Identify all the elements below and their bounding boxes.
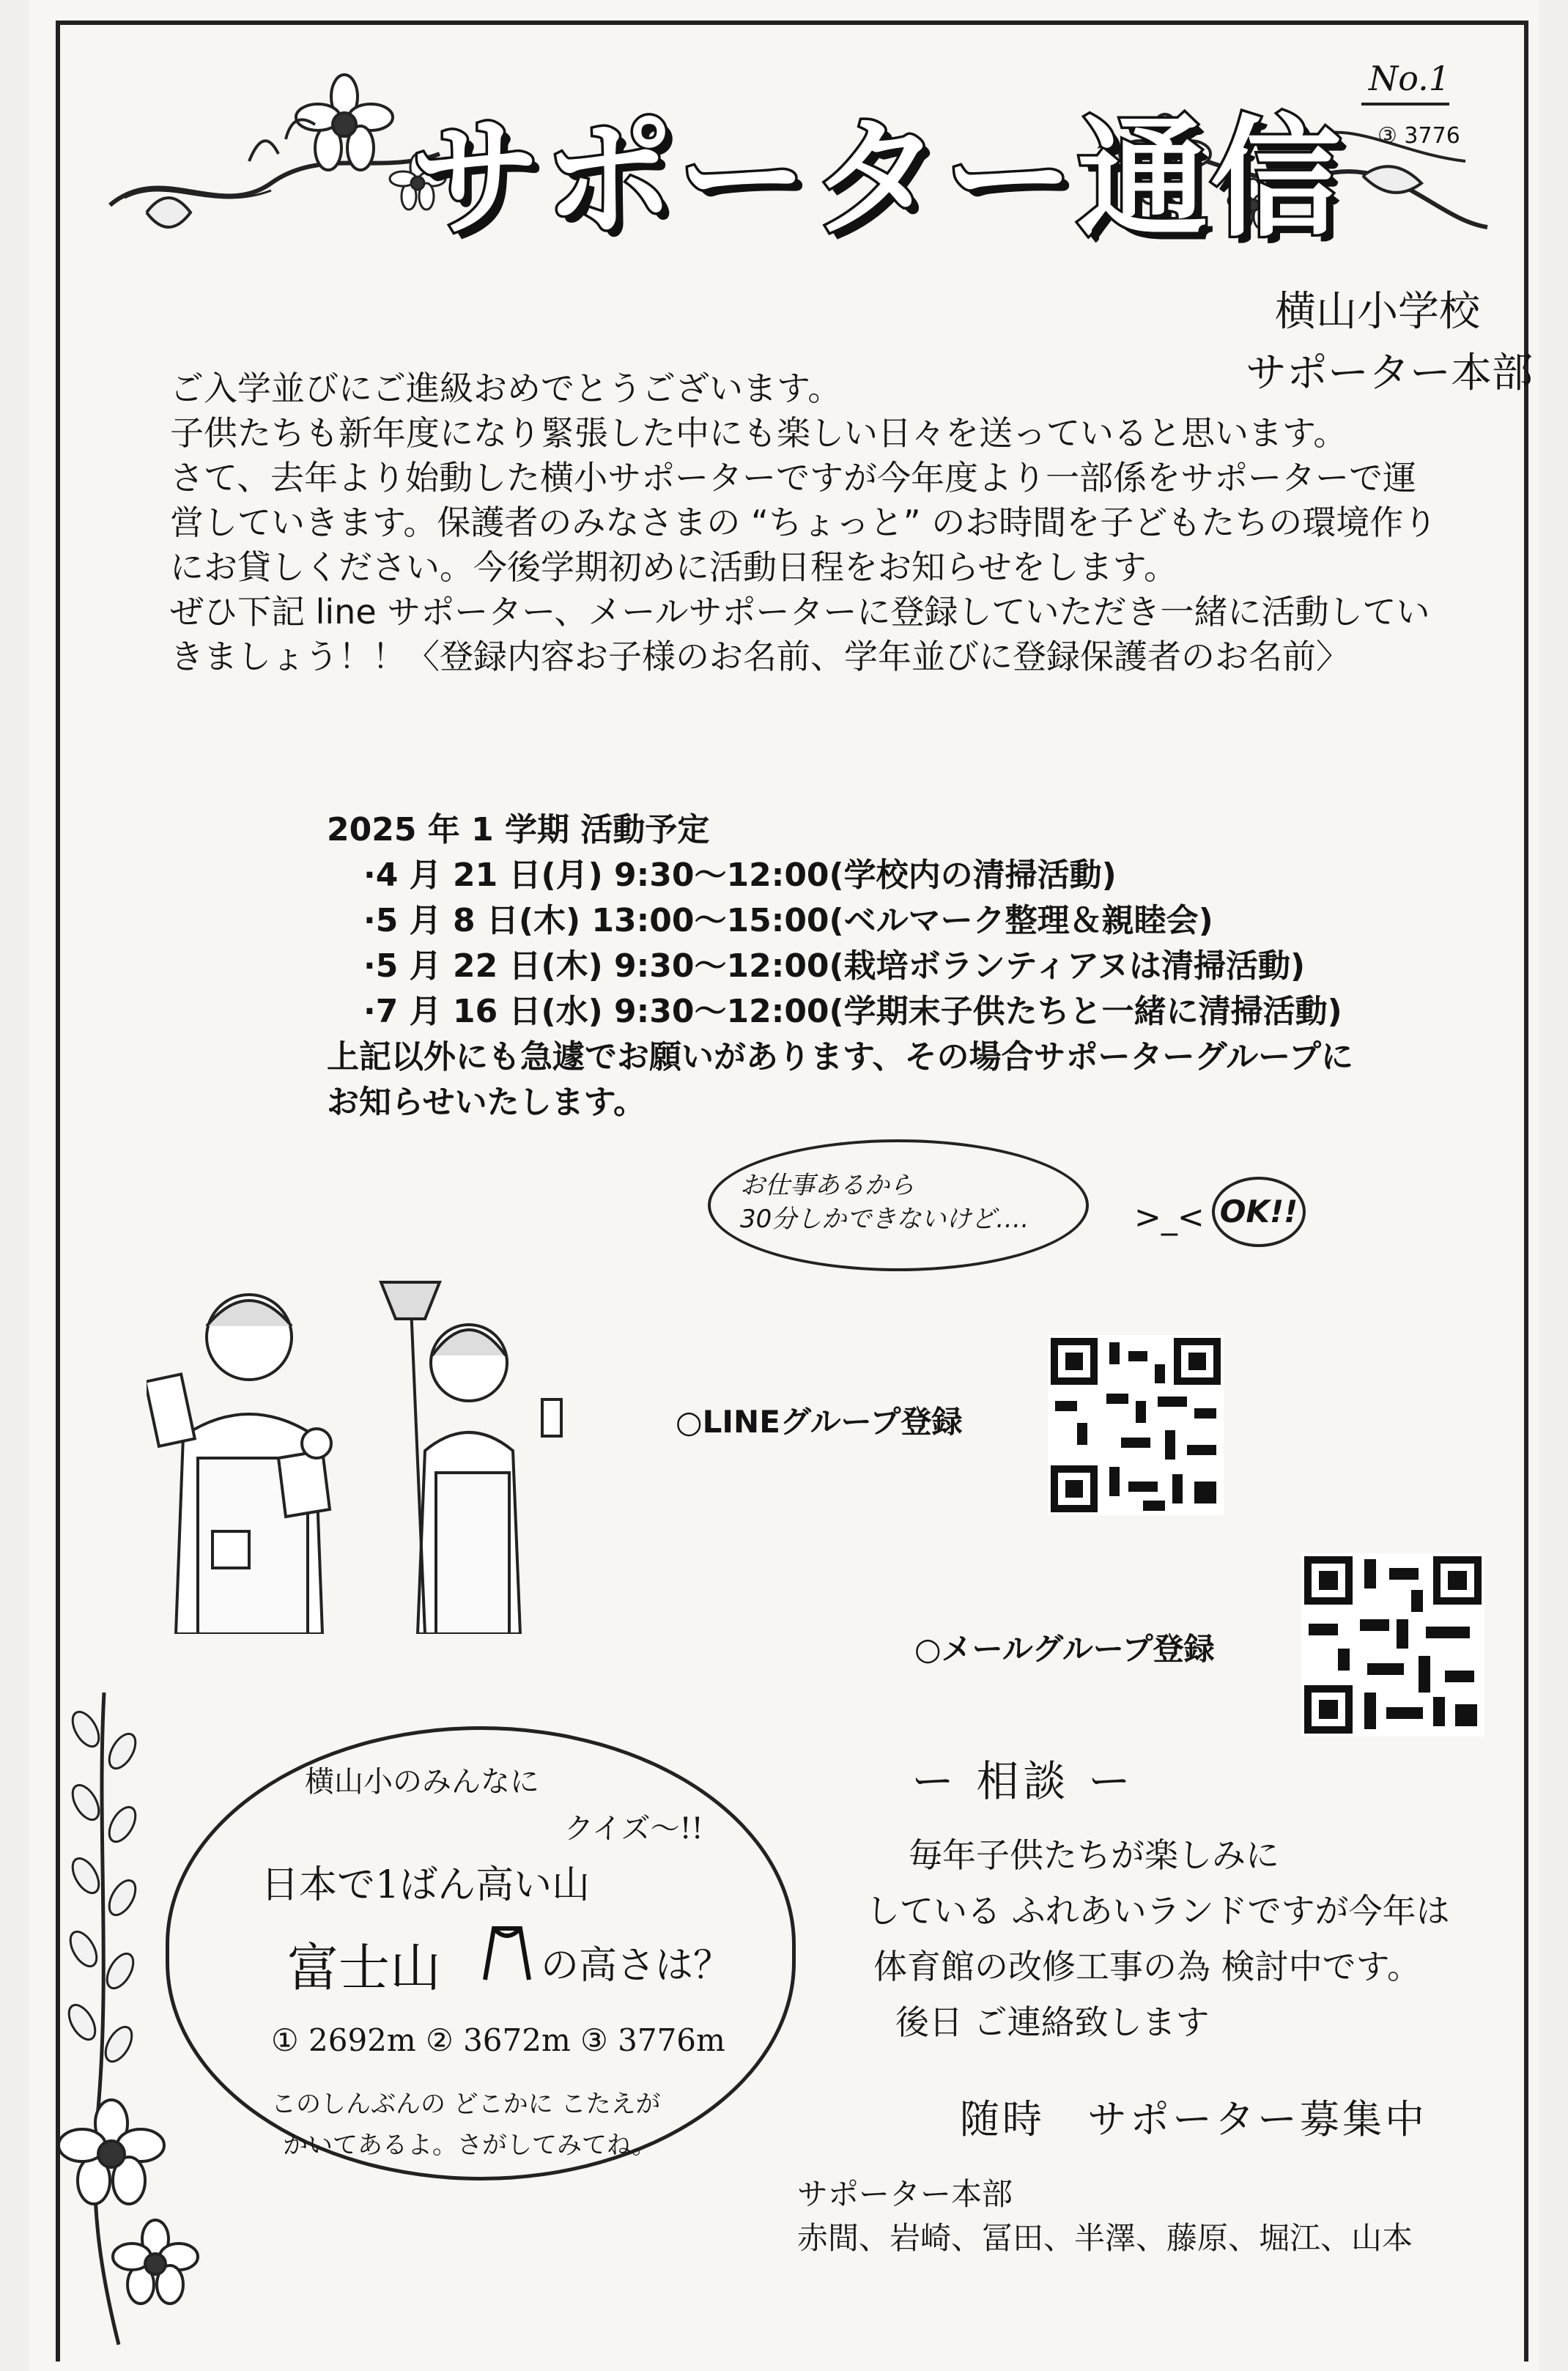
quiz-exclaim: クイズ～!! — [564, 1812, 703, 1846]
activity-schedule — [327, 807, 1353, 1125]
quiz-hint: かいてあるよ。さがしてみてね。 — [283, 2131, 657, 2160]
intro-line: ぜひ下記 line サポーター、メールサポーターに登録していただき一緒に活動してい — [170, 592, 1430, 632]
mail-qr-code[interactable] — [1301, 1553, 1484, 1736]
recruit-notice: 随時 サポーター募集中 — [960, 2096, 1427, 2142]
intro-line: ご入学並びにご進級おめでとうございます。 — [170, 369, 842, 408]
schedule-heading: 2025 年 1 学期 活動予定 — [327, 811, 710, 848]
mail-group-label: ○メールグループ登録 — [914, 1631, 1215, 1667]
schedule-note: お知らせいたします。 — [327, 1084, 646, 1121]
issue-number: No.1 — [1369, 59, 1450, 98]
consult-text: 毎年子供たちが楽しみに している ふれあいランドですが今年は 体育館の改修工事の為 検討中です。 後日 ご連絡致します — [866, 1835, 1450, 2042]
members-list: 赤間、岩崎、冨田、半澤、藤原、堀江、山本 — [797, 2220, 1413, 2256]
intro-text — [170, 366, 1489, 679]
schedule-note: 上記以外にも急遽でお願いがあります、その場合サポーターグループに — [327, 1038, 1353, 1076]
answer-hint: ③ 3776 — [1377, 123, 1460, 149]
mountain-icon — [478, 1921, 536, 1983]
schedule-item: ·7 月 16 日(水) 9:30～12:00(学期末子供たちと一緒に清掃活動) — [363, 993, 1342, 1030]
schedule-item: ·5 月 8 日(木) 13:00～15:00(ベルマーク整理＆親睦会) — [363, 902, 1213, 939]
schedule-item: ·5 月 22 日(木) 9:30～12:00(栽培ボランティアヌは清掃活動) — [363, 947, 1306, 985]
quiz-fuji: 富士山 — [287, 1938, 441, 1998]
quiz-options: ① 2692m ② 3672m ③ 3776m — [271, 2022, 725, 2058]
page-title: サポーター通信 — [410, 103, 1344, 254]
left-flower-ornament — [103, 73, 447, 242]
ok-bubble: OK!! — [1212, 1177, 1306, 1247]
intro-line: にお貸しください。今後学期初めに活動日程をお知らせをします。 — [170, 547, 1177, 587]
school-name: 横山小学校 サポーター本部 — [1246, 288, 1533, 397]
quiz-hint: このしんぶんの どこかに こたえが — [271, 2090, 661, 2119]
volunteers-illustration — [147, 1268, 601, 1634]
schedule-item: ·4 月 21 日(月) 9:30～12:00(学校内の清掃活動) — [363, 857, 1117, 894]
speech-bubble: お仕事あるから 30分しかできないけど‥‥ — [708, 1139, 1089, 1271]
quiz-question-1: 日本で1ばん高い山 — [261, 1863, 591, 1907]
intro-line: きましょう！！〈登録内容お子様のお名前、学年並びに登録保護者のお名前〉 — [170, 637, 1350, 676]
quiz-question-2: の高さは？ — [541, 1944, 732, 1988]
intro-line: さて、去年より始動した横小サポーターですが今年度より一部係をサポーターで運 — [170, 458, 1417, 497]
smiley-face: >_< — [1134, 1199, 1205, 1236]
line-qr-code[interactable] — [1048, 1335, 1224, 1515]
consult-heading: ー 相談 ー — [911, 1756, 1135, 1806]
intro-line: 営していきます。保護者のみなさまの “ちょっと” のお時間を子どもたちの環境作り — [170, 503, 1438, 542]
intro-line: 子供たちも新年度になり緊張した中にも楽しい日々を送っていると思います。 — [170, 413, 1347, 453]
quiz-intro: 横山小のみんなに — [305, 1765, 539, 1799]
members-title: サポーター本部 — [797, 2176, 1013, 2212]
line-group-label: ○LINEグループ登録 — [676, 1404, 963, 1440]
